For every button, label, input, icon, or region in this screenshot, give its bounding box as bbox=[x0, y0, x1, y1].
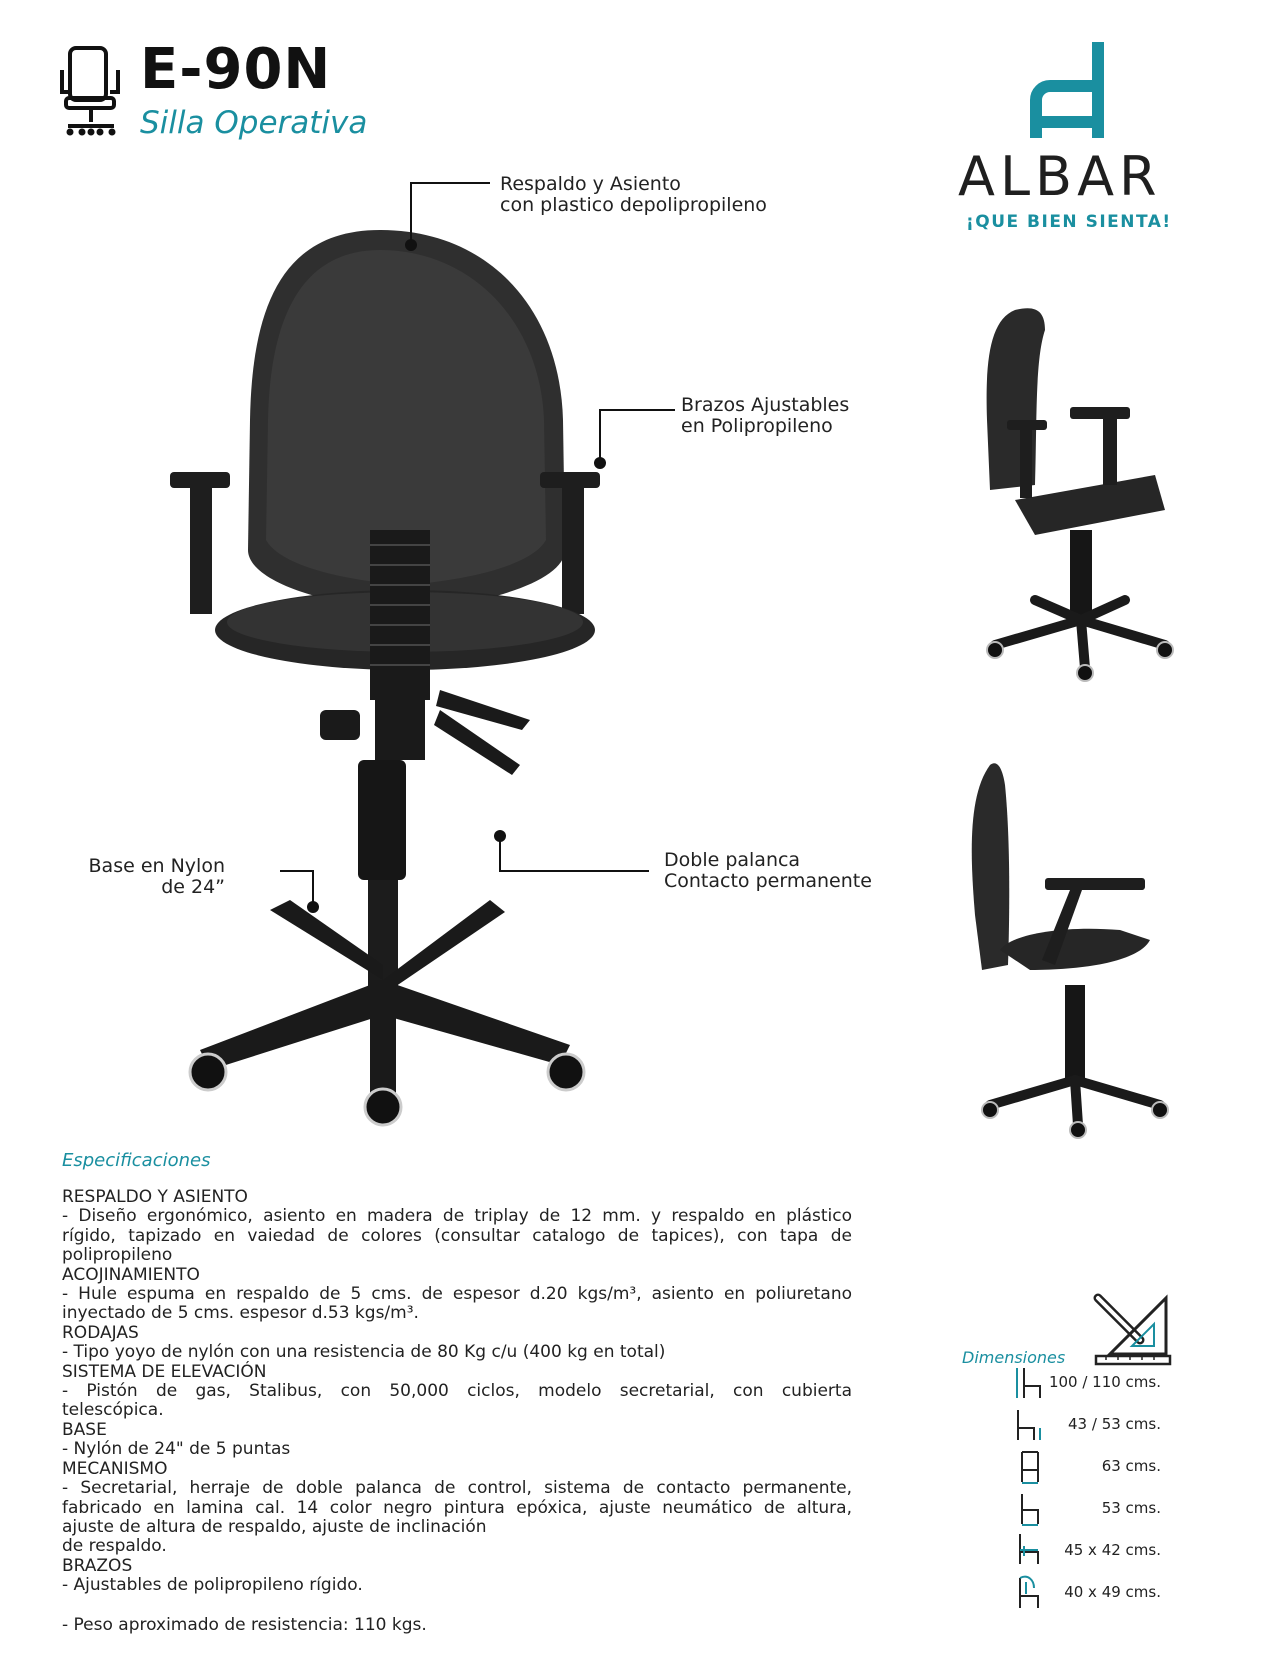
callout-lever-line1: Doble palanca bbox=[664, 849, 801, 871]
callout-backrest-line2: con plastico depolipropileno bbox=[500, 194, 767, 216]
spec-line: - Tipo yoyo de nylón con una resistencia de 80 Kg c/u (400 kg en total) bbox=[62, 1342, 666, 1363]
brand-name: ALBAR bbox=[958, 145, 1162, 208]
spec-line: - Secretarial, herraje de doble palanca de control, sistema de contacto permanente, bbox=[62, 1478, 852, 1499]
spec-line: rígido, tapizado en vaiedad de colores (consultar catalogo de tapices), con tapa de bbox=[62, 1225, 852, 1246]
spec-heading-respaldo: RESPALDO Y ASIENTO bbox=[62, 1187, 248, 1207]
spec-heading-mecanismo: MECANISMO bbox=[62, 1458, 168, 1479]
spec-line: telescópica. bbox=[62, 1400, 164, 1421]
dimension-value: 43 / 53 cms. bbox=[1068, 1415, 1161, 1433]
spec-line: - Diseño ergonómico, asiento en madera de triplay de 12 mm. y respaldo en plástico bbox=[62, 1206, 852, 1227]
specs-body bbox=[62, 1188, 852, 1635]
chair-three-quarter-image bbox=[975, 300, 1185, 685]
total-width-icon bbox=[1014, 1450, 1046, 1484]
dimension-value: 40 x 49 cms. bbox=[1064, 1583, 1161, 1601]
spec-heading-acojinamiento: ACOJINAMIENTO bbox=[62, 1264, 200, 1285]
seat-height-icon bbox=[1014, 1408, 1046, 1442]
callout-base-line1: Base en Nylon bbox=[88, 855, 225, 877]
callout-lever bbox=[664, 850, 872, 892]
spec-line: - Ajustables de polipropileno rígido. bbox=[62, 1575, 363, 1596]
specs-title: Especificaciones bbox=[62, 1150, 211, 1171]
dimension-value: 53 cms. bbox=[1101, 1499, 1161, 1517]
spec-line: inyectado de 5 cms. espesor d.53 kgs/m³. bbox=[62, 1303, 419, 1324]
callout-arms-line1: Brazos Ajustables bbox=[681, 394, 850, 416]
dimension-value: 100 / 110 cms. bbox=[1048, 1373, 1161, 1391]
spec-line: - Hule espuma en respaldo de 5 cms. de espesor d.20 kgs/m³, asiento en poliuretano bbox=[62, 1284, 852, 1305]
spec-line: polipropileno bbox=[62, 1245, 173, 1266]
spec-line: - Pistón de gas, Stalibus, con 50,000 ciclos, modelo secretarial, con cubierta bbox=[62, 1381, 852, 1402]
spec-heading-base: BASE bbox=[62, 1419, 107, 1440]
backrest-size-icon bbox=[1014, 1576, 1046, 1610]
spec-line: - Nylón de 24" de 5 puntas bbox=[62, 1439, 291, 1460]
spec-heading-elevacion: SISTEMA DE ELEVACIÓN bbox=[62, 1361, 267, 1382]
callout-base-line2: de 24” bbox=[161, 876, 225, 898]
chair-side-image bbox=[970, 755, 1180, 1145]
spec-line: de respaldo. bbox=[62, 1536, 167, 1557]
spec-heading-rodajas: RODAJAS bbox=[62, 1322, 139, 1343]
callout-lever-line2: Contacto permanente bbox=[664, 870, 872, 892]
seat-size-icon bbox=[1014, 1532, 1046, 1566]
callout-arms-line2: en Polipropileno bbox=[681, 415, 833, 437]
callout-backrest-line1: Respaldo y Asiento bbox=[500, 173, 681, 195]
dimension-value: 63 cms. bbox=[1101, 1457, 1161, 1475]
spec-line: fabricado en lamina cal. 14 color negro pintura epóxica, ajuste neumático de altura, bbox=[62, 1497, 852, 1518]
callout-base bbox=[40, 856, 225, 898]
spec-spacer bbox=[62, 1596, 852, 1616]
product-model: E-90N bbox=[140, 37, 332, 102]
spec-line: ajuste de altura de respaldo, ajuste de inclinación bbox=[62, 1516, 487, 1537]
total-height-icon bbox=[1014, 1366, 1046, 1400]
product-subtitle: Silla Operativa bbox=[140, 105, 368, 141]
spec-heading-brazos: BRAZOS bbox=[62, 1555, 133, 1576]
brand-slogan: ¡QUE BIEN SIENTA! bbox=[966, 212, 1172, 232]
ruler-pencil-icon bbox=[1092, 1294, 1172, 1366]
depth-icon bbox=[1014, 1492, 1046, 1526]
spec-line: - Peso aproximado de resistencia: 110 kgs. bbox=[62, 1614, 427, 1635]
callout-backrest bbox=[500, 174, 767, 216]
callout-arms bbox=[681, 395, 849, 437]
dimensions-title: Dimensiones bbox=[962, 1348, 1066, 1367]
dimension-value: 45 x 42 cms. bbox=[1064, 1541, 1161, 1559]
